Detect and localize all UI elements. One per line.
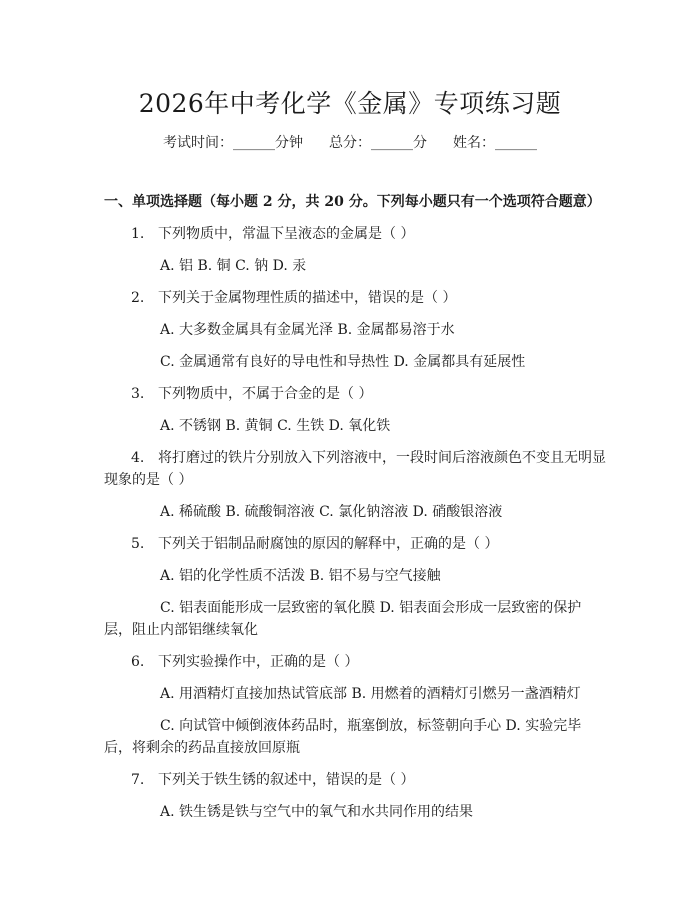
question-5-option-continued: 层，阻止内部铝继续氧化 [104,622,258,638]
question-2 [131,288,456,308]
question-4 [131,448,606,468]
question-number: 4. [131,450,145,466]
question-2-options-cd: C. 金属通常有良好的导电性和导热性 D. 金属都具有延展性 [160,354,526,370]
question-number: 6. [131,654,145,670]
page-title: 2026年中考化学《金属》专项练习题 [138,89,562,118]
question-stem: 下列关于金属物理性质的描述中，错误的是（ ） [158,290,457,306]
question-3 [131,384,372,404]
question-number: 5. [131,536,145,552]
time-field-label: 考试时间：______分钟 [163,135,303,151]
question-1 [131,224,414,244]
question-stem: 将打磨过的铁片分别放入下列溶液中，一段时间后溶液颜色不变且无明显 [158,450,606,466]
question-6-option-continued: 后，将剩余的药品直接放回原瓶 [104,740,300,756]
score-field-label: 总分：______分 [329,135,427,151]
question-stem: 下列关于铝制品耐腐蚀的原因的解释中，正确的是（ ） [158,536,499,552]
question-3-options: A. 不锈钢 B. 黄铜 C. 生铁 D. 氧化铁 [160,418,391,434]
question-1-options: A. 铝 B. 铜 C. 钠 D. 汞 [160,258,307,274]
section-heading: 一、单项选择题（每小题 2 分，共 20 分。下列每小题只有一个选项符合题意） [104,194,601,210]
question-stem: 下列物质中，常温下呈液态的金属是（ ） [158,226,415,242]
question-5-options-cd: C. 铝表面能形成一层致密的氧化膜 D. 铝表面会形成一层致密的保护 [160,600,582,616]
question-2-options-ab: A. 大多数金属具有金属光泽 B. 金属都易溶于水 [160,322,455,338]
question-5 [131,534,498,554]
question-7 [131,770,414,790]
question-stem: 下列关于铁生锈的叙述中，错误的是（ ） [158,772,415,788]
question-stem: 下列物质中，不属于合金的是（ ） [158,386,373,402]
exam-meta [0,132,700,152]
question-number: 2. [131,290,145,306]
question-6-options-cd: C. 向试管中倾倒液体药品时，瓶塞倒放，标签朝向手心 D. 实验完毕 [160,718,582,734]
name-field-label: 姓名：______ [453,135,537,151]
question-5-options-ab: A. 铝的化学性质不活泼 B. 铝不易与空气接触 [160,568,441,584]
question-4-options: A. 稀硫酸 B. 硫酸铜溶液 C. 氯化钠溶液 D. 硝酸银溶液 [160,504,503,520]
question-stem: 下列实验操作中，正确的是（ ） [158,654,359,670]
question-6-options-ab: A. 用酒精灯直接加热试管底部 B. 用燃着的酒精灯引燃另一盏酒精灯 [160,686,581,702]
question-6 [131,652,358,672]
question-number: 3. [131,386,145,402]
question-number: 1. [131,226,145,242]
question-number: 7. [131,772,145,788]
question-4-stem-continued: 现象的是（ ） [104,472,193,488]
question-7-option-a: A. 铁生锈是铁与空气中的氧气和水共同作用的结果 [160,804,474,820]
